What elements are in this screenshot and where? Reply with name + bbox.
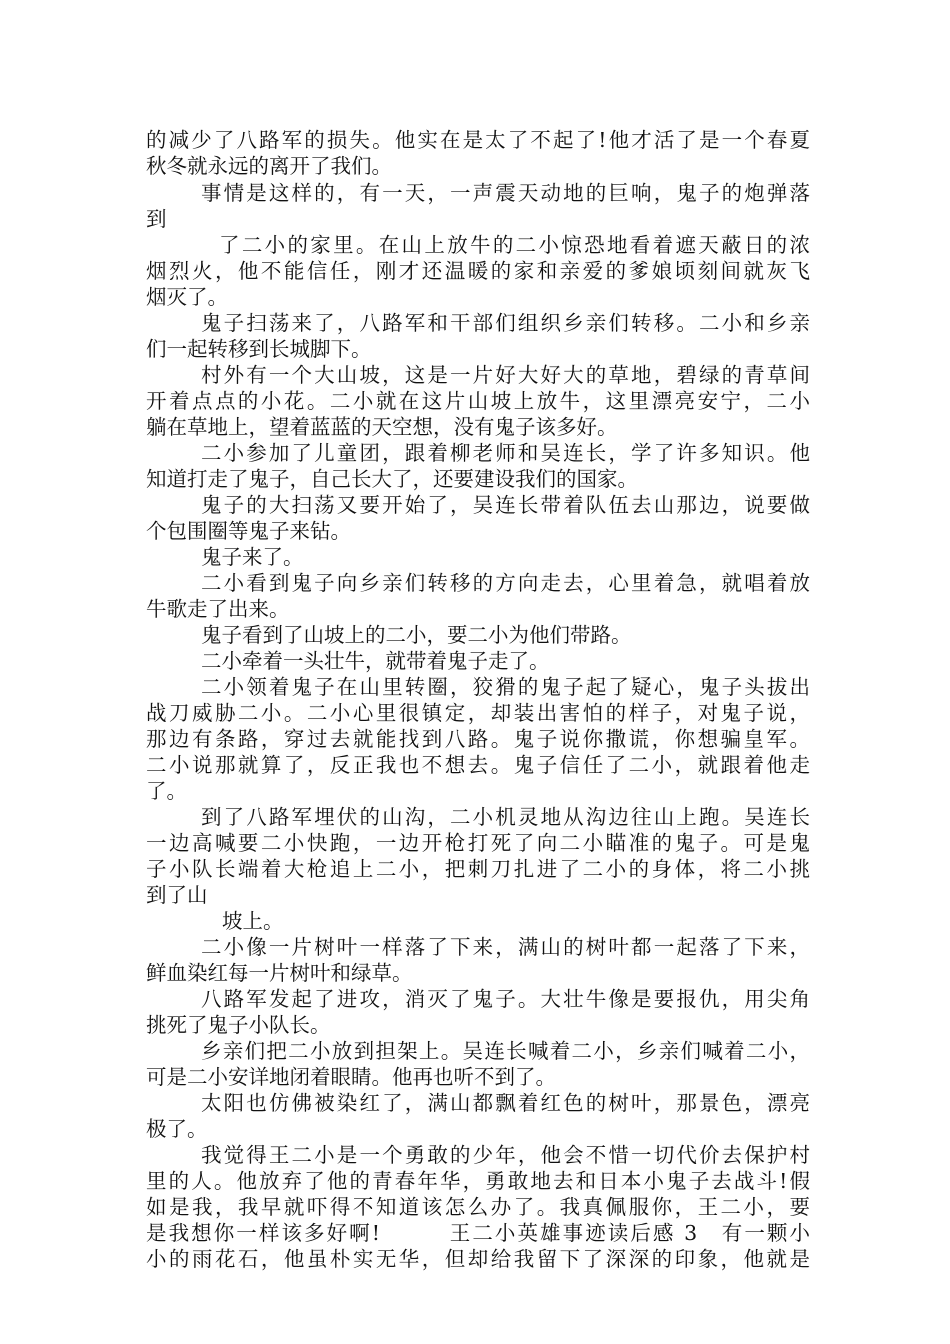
text-line: 八路军发起了进攻，消灭了鬼子。大壮牛像是要报仇，用尖角 xyxy=(201,987,810,1011)
text-line: 那边有条路，穿过去就能找到八路。鬼子说你撒谎，你想骗皇军。 xyxy=(146,727,810,751)
text-line: 村外有一个大山坡，这是一片好大好大的草地，碧绿的青草间 xyxy=(201,363,810,387)
text-line: 烟灭了。 xyxy=(146,285,228,309)
text-line: 们一起转移到长城脚下。 xyxy=(146,337,372,361)
text-line: 鬼子来了。 xyxy=(201,545,304,569)
text-line: 了二小的家里。在山上放牛的二小惊恐地看着遮天蔽日的浓 xyxy=(219,233,810,257)
text-line: 秋冬就永远的离开了我们。 xyxy=(146,154,392,178)
text-line: 可是二小安详地闭着眼睛。他再也听不到了。 xyxy=(146,1065,556,1089)
text-line: 坡上。 xyxy=(222,909,284,933)
text-line: 开着点点的小花。二小就在这片山坡上放牛，这里漂亮安宁，二小 xyxy=(146,389,810,413)
text-line: 到了山 xyxy=(146,883,208,907)
text-line: 牛歌走了出来。 xyxy=(146,597,290,621)
text-line: 是我想你一样该多好啊! 王二小英雄事迹读后感 3 有一颗小 xyxy=(146,1221,810,1245)
text-line: 如是我，我早就吓得不知道该怎么办了。我真佩服你，王二小，要 xyxy=(146,1195,810,1219)
text-line: 二小像一片树叶一样落了下来，满山的树叶都一起落了下来， xyxy=(201,935,810,959)
text-line: 了。 xyxy=(146,779,187,803)
text-line: 知道打走了鬼子，自己长大了，还要建设我们的国家。 xyxy=(146,467,638,491)
text-line: 二小说那就算了，反正我也不想去。鬼子信任了二小，就跟着他走 xyxy=(146,753,810,777)
text-line: 的减少了八路军的损失。他实在是太了不起了!他才活了是一个春夏 xyxy=(146,128,810,152)
text-line: 躺在草地上，望着蓝蓝的天空想，没有鬼子该多好。 xyxy=(146,415,618,439)
text-line: 烟烈火，他不能信任，刚才还温暖的家和亲爱的爹娘顷刻间就灰飞 xyxy=(146,259,810,283)
text-line: 里的人。他放弃了他的青春年华，勇敢地去和日本小鬼子去战斗!假 xyxy=(146,1169,810,1193)
text-line: 子小队长端着大枪追上二小，把刺刀扎进了二小的身体，将二小挑 xyxy=(146,857,810,881)
text-line: 鬼子看到了山坡上的二小，要二小为他们带路。 xyxy=(201,623,632,647)
text-line: 二小参加了儿童团，跟着柳老师和吴连长，学了许多知识。他 xyxy=(201,441,810,465)
text-line: 个包围圈等鬼子来钻。 xyxy=(146,519,351,543)
text-line: 二小牵着一头壮牛，就带着鬼子走了。 xyxy=(201,649,550,673)
text-line: 事情是这样的，有一天，一声震天动地的巨响，鬼子的炮弹落 xyxy=(201,181,810,205)
text-line: 极了。 xyxy=(146,1117,208,1141)
text-line: 鬼子的大扫荡又要开始了，吴连长带着队伍去山那边，说要做 xyxy=(201,493,810,517)
text-line: 一边高喊要二小快跑，一边开枪打死了向二小瞄准的鬼子。可是鬼 xyxy=(146,831,810,855)
text-line: 挑死了鬼子小队长。 xyxy=(146,1013,331,1037)
text-line: 战刀威胁二小。二小心里很镇定，却装出害怕的样子，对鬼子说， xyxy=(146,701,810,725)
text-line: 我觉得王二小是一个勇敢的少年，他会不惜一切代价去保护村 xyxy=(201,1143,810,1167)
text-line: 小的雨花石，他虽朴实无华，但却给我留下了深深的印象，他就是 xyxy=(146,1247,810,1271)
text-line: 鲜血染红每一片树叶和绿草。 xyxy=(146,961,413,985)
text-line: 到了八路军埋伏的山沟，二小机灵地从沟边往山上跑。吴连长 xyxy=(201,805,810,829)
text-line: 乡亲们把二小放到担架上。吴连长喊着二小，乡亲们喊着二小， xyxy=(201,1039,810,1063)
text-line: 到 xyxy=(146,207,167,231)
text-line: 二小领着鬼子在山里转圈，狡猾的鬼子起了疑心，鬼子头拔出 xyxy=(201,675,810,699)
text-line: 太阳也仿佛被染红了，满山都飘着红色的树叶，那景色，漂亮 xyxy=(201,1091,810,1115)
text-line: 二小看到鬼子向乡亲们转移的方向走去，心里着急，就唱着放 xyxy=(201,571,810,595)
text-line: 鬼子扫荡来了，八路军和干部们组织乡亲们转移。二小和乡亲 xyxy=(201,311,810,335)
